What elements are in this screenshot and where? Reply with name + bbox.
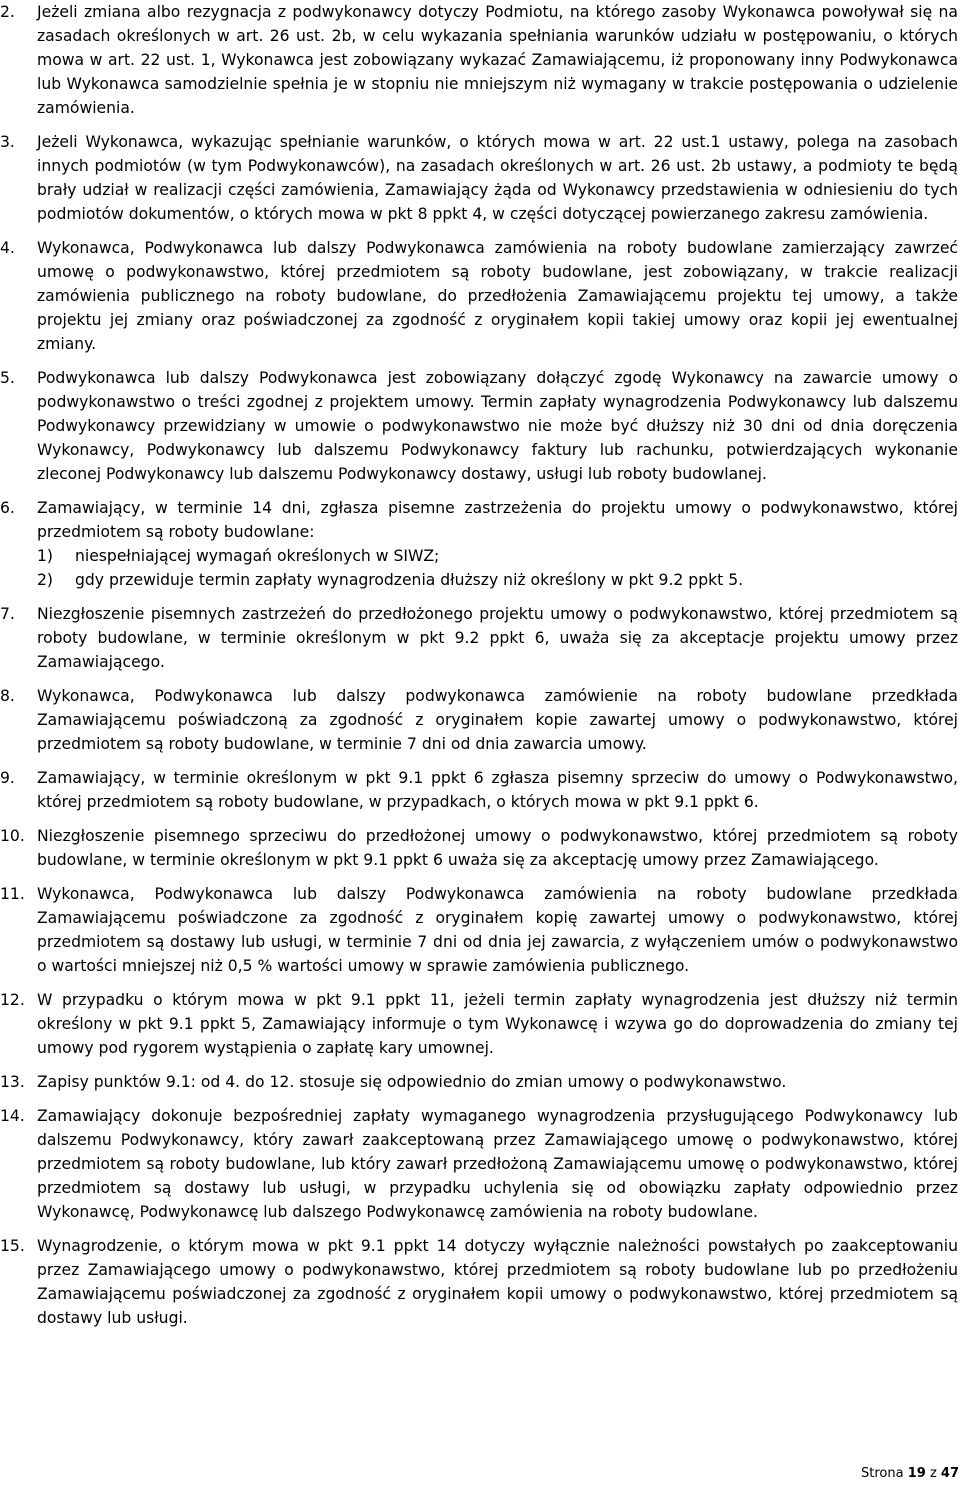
item-number: 15. <box>0 1237 25 1255</box>
item-number: 10. <box>0 827 25 845</box>
page-total: 47 <box>940 1466 959 1481</box>
list-item <box>0 824 958 872</box>
list-item <box>0 766 958 814</box>
item-number: 2. <box>0 3 15 21</box>
sub-item-number: 1) <box>37 547 54 565</box>
item-text: Zamawiający, w terminie określonym w pkt 9.1 ppkt 6 zgłasza pisemny sprzeciw do umowy o Podwykonawstwo, której przedmiotem są roboty budowlane, w przypadkach, o których mowa w pkt 9.1 ppkt 6. <box>37 769 958 811</box>
item-number: 9. <box>0 769 15 787</box>
list-item <box>0 882 958 978</box>
page-footer <box>861 1466 959 1482</box>
item-text: Wynagrodzenie, o którym mowa w pkt 9.1 ppkt 14 dotyczy wyłącznie należności powstałych po zaakceptowaniu przez Zamawiającego umowy o podwykonawstwo, której przedmiotem są roboty budowlane lub po przedłożeniu Zamawiającemu poświadczonej za zgodność z oryginałem kopii umowy o podwykonawstwo, której przedmiotem są dostawy lub usługi. <box>37 1237 958 1327</box>
item-text: W przypadku o którym mowa w pkt 9.1 ppkt 11, jeżeli termin zapłaty wynagrodzenia jest dłuższy niż termin określony w pkt 9.1 ppkt 5, Zamawiający informuje o tym Wykonawcę i wzywa go do doprowadzenia do zmiany tej umowy pod rygorem wystąpienia o zapłatę kary umownej. <box>37 991 958 1057</box>
item-number: 12. <box>0 991 25 1009</box>
item-number: 11. <box>0 885 25 903</box>
item-number: 5. <box>0 369 15 387</box>
list-item <box>0 1104 958 1224</box>
sub-item-text: gdy przewiduje termin zapłaty wynagrodzenia dłuższy niż określony w pkt 9.2 ppkt 5. <box>75 571 744 589</box>
item-number: 6. <box>0 499 15 517</box>
page-number: 19 <box>907 1466 926 1481</box>
item-text: Zamawiający dokonuje bezpośredniej zapłaty wymaganego wynagrodzenia przysługującego Podwykonawcy lub dalszemu Podwykonawcy, który zawarł zaakceptowaną przez Zamawiającego umowę o podwykonawstwo, której przedmiotem są roboty budowlane, lub który zawarł przedłożoną Zamawiającemu umowę o podwykonawstwo, której przedmiotem są dostawy lub usługi, w przypadku uchylenia się od obowiązku zapłaty odpowiednio przez Wykonawcę, Podwykonawcę lub dalszego Podwykonawcę zamówienia na roboty budowlane. <box>37 1107 958 1221</box>
sub-item <box>37 568 958 592</box>
sub-item <box>37 544 958 568</box>
item-number: 4. <box>0 239 15 257</box>
page-label: Strona <box>860 1466 904 1481</box>
item-text: Wykonawca, Podwykonawca lub dalszy Podwykonawca zamówienia na roboty budowlane przedkłada Zamawiającemu poświadczone za zgodność z oryginałem kopię zawartej umowy o podwykonawstwo, której przedmiotem są dostawy lub usługi, w terminie 7 dni od dnia jej zawarcia, z wyłączeniem umów o podwykonawstwo o wartości mniejszej niż 0,5 % wartości umowy w sprawie zamówienia publicznego. <box>37 885 958 975</box>
list-item <box>0 1070 958 1094</box>
item-text: Wykonawca, Podwykonawca lub dalszy podwykonawca zamówienie na roboty budowlane przedkłada Zamawiającemu poświadczoną za zgodność z oryginałem kopie zawartej umowy o podwykonawstwo, której przedmiotem są roboty budowlane, w terminie 7 dni od dnia zawarcia umowy. <box>37 687 958 753</box>
item-text: Niezgłoszenie pisemnych zastrzeżeń do przedłożonego projektu umowy o podwykonawstwo, której przedmiotem są roboty budowlane, w terminie określonym w pkt 9.2 ppkt 6, uważa się za akceptacje projektu umowy przez Zamawiającego. <box>37 605 958 671</box>
list-item <box>0 236 958 356</box>
item-text: Niezgłoszenie pisemnego sprzeciwu do przedłożonej umowy o podwykonawstwo, której przedmiotem są roboty budowlane, w terminie określonym w pkt 9.1 ppkt 6 uważa się za akceptację umowy przez Zamawiającego. <box>37 827 958 869</box>
sub-item-text: niespełniającej wymagań określonych w SIWZ; <box>75 547 440 565</box>
item-number: 3. <box>0 133 15 151</box>
item-number: 7. <box>0 605 15 623</box>
item-text: Wykonawca, Podwykonawca lub dalszy Podwykonawca zamówienia na roboty budowlane zamierzający zawrzeć umowę o podwykonawstwo, której przedmiotem są roboty budowlane, jest zobowiązany, w trakcie realizacji zamówienia publicznego na roboty budowlane, do przedłożenia Zamawiającemu projektu tej umowy, a także projektu jej zmiany oraz poświadczonej za zgodność z oryginałem kopii takiej umowy oraz kopii jej ewentualnej zmiany. <box>37 239 958 353</box>
list-item <box>0 366 958 486</box>
list-item <box>0 988 958 1060</box>
item-number: 14. <box>0 1107 25 1125</box>
item-number: 13. <box>0 1073 25 1091</box>
list-item <box>0 602 958 674</box>
page-separator: z <box>929 1466 937 1481</box>
item-text: Jeżeli zmiana albo rezygnacja z podwykonawcy dotyczy Podmiotu, na którego zasoby Wykonawca powoływał się na zasadach określonych w art. 26 ust. 2b, w celu wykazania spełniania warunków udziału w postępowaniu, o których mowa w art. 22 ust. 1, Wykonawca jest zobowiązany wykazać Zamawiającemu, iż proponowany inny Podwykonawca lub Wykonawca samodzielnie spełnia je w stopniu nie mniejszym niż wymagany w trakcie postępowania o udzielenie zamówienia. <box>37 3 958 117</box>
list-item <box>0 130 958 226</box>
sub-item-number: 2) <box>37 571 54 589</box>
item-text: Zapisy punktów 9.1: od 4. do 12. stosuje się odpowiednio do zmian umowy o podwykonawstwo. <box>37 1073 787 1091</box>
item-text: Zamawiający, w terminie 14 dni, zgłasza pisemne zastrzeżenia do projektu umowy o podwykonawstwo, której przedmiotem są roboty budowlane: <box>37 499 958 541</box>
list-item <box>0 684 958 756</box>
item-text: Jeżeli Wykonawca, wykazując spełnianie warunków, o których mowa w art. 22 ust.1 ustawy, polega na zasobach innych podmiotów (w tym Podwykonawców), na zasadach określonych w art. 26 ust. 2b ustawy, a podmioty te będą brały udział w realizacji części zamówienia, Zamawiający żąda od Wykonawcy przedstawienia w odniesieniu do tych podmiotów dokumentów, o których mowa w pkt 8 ppkt 4, w części dotyczącej powierzanego zakresu zamówienia. <box>37 133 958 223</box>
list-item <box>0 0 958 120</box>
item-number: 8. <box>0 687 15 705</box>
item-text: Podwykonawca lub dalszy Podwykonawca jest zobowiązany dołączyć zgodę Wykonawcy na zawarcie umowy o podwykonawstwo o treści zgodnej z projektem umowy. Termin zapłaty wynagrodzenia Podwykonawcy lub dalszemu Podwykonawcy przewidziany w umowie o podwykonawstwo nie może być dłuższy niż 30 dni od dnia doręczenia Wykonawcy, Podwykonawcy lub dalszemu Podwykonawcy faktury lub rachunku, potwierdzających wykonanie zleconej Podwykonawcy lub dalszemu Podwykonawcy dostawy, usługi lub roboty budowlanej. <box>37 369 958 483</box>
list-item <box>0 496 958 592</box>
list-item <box>0 1234 958 1330</box>
